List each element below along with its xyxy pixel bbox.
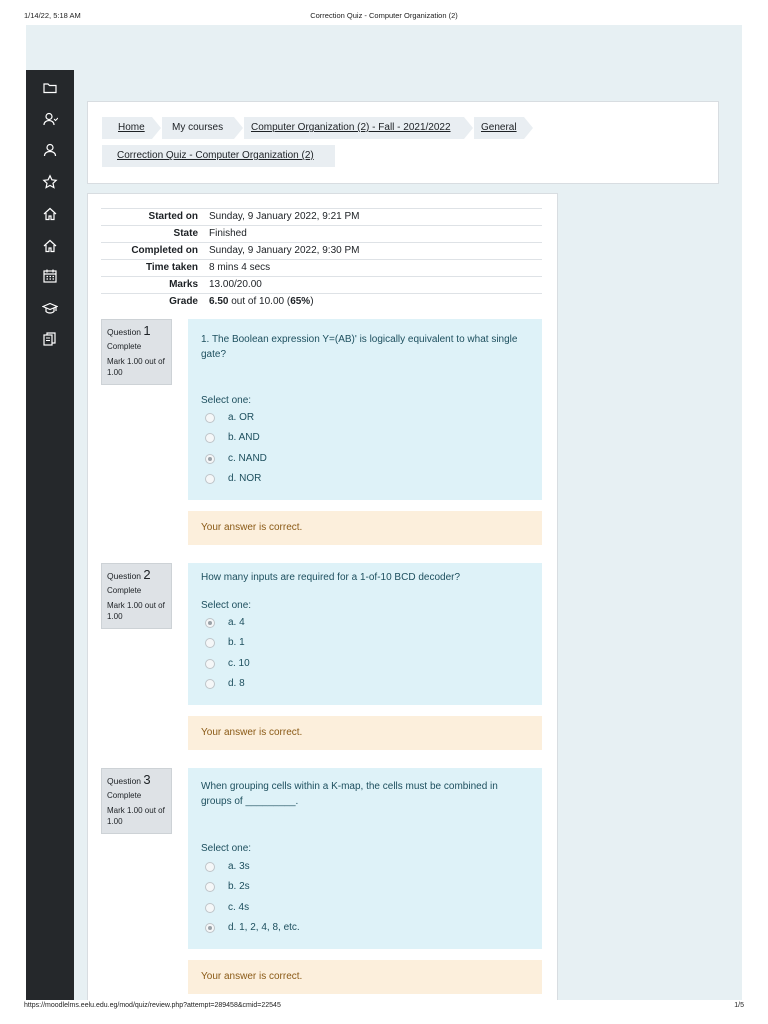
question-number: 1	[143, 323, 151, 338]
select-one-label: Select one:	[201, 600, 252, 611]
users-icon[interactable]	[42, 142, 58, 158]
radio-button[interactable]	[205, 882, 215, 892]
question-status: Complete	[107, 791, 142, 800]
summary-row-state: State Finished	[101, 225, 542, 242]
question-mark: Mark 1.00 out of 1.00	[107, 806, 165, 826]
question-number: 3	[143, 772, 151, 787]
question-text: 1. The Boolean expression Y=(AB)' is logically equivalent to what single gate?	[201, 334, 518, 360]
question-mark: Mark 1.00 out of 1.00	[107, 601, 165, 621]
select-one-label: Select one:	[201, 843, 252, 854]
grade-score: 6.50	[209, 296, 229, 307]
sidebar	[26, 70, 74, 1000]
question-text: How many inputs are required for a 1-of-10 BCD decoder?	[201, 572, 461, 583]
radio-button[interactable]	[205, 679, 215, 689]
radio-button[interactable]	[205, 659, 215, 669]
breadcrumb-quiz[interactable]: Correction Quiz - Computer Organization (2)	[102, 145, 335, 167]
folder-icon[interactable]	[42, 80, 58, 96]
radio-button[interactable]	[205, 903, 215, 913]
home-icon[interactable]	[42, 206, 58, 222]
radio-button[interactable]	[205, 474, 215, 484]
graduation-cap-icon[interactable]	[42, 300, 58, 316]
breadcrumb-my-courses[interactable]: My courses	[162, 117, 234, 139]
question-status: Complete	[107, 586, 142, 595]
files-icon[interactable]	[42, 331, 58, 347]
question-content: When grouping cells within a K-map, the cells must be combined in groups of _________. Select one: a. 3s b. 2s c. 4s d. 1, 2, 4, 8, etc.	[188, 768, 542, 949]
question-content: How many inputs are required for a 1-of-10 BCD decoder? Select one: a. 4 b. 1 c. 10 d. 8	[188, 563, 542, 705]
radio-button[interactable]	[205, 638, 215, 648]
radio-button[interactable]	[205, 862, 215, 872]
answer-feedback: Your answer is correct.	[188, 511, 542, 545]
breadcrumb-course[interactable]: Computer Organization (2) - Fall - 2021/2022	[244, 117, 464, 139]
print-header	[24, 11, 744, 23]
question-status: Complete	[107, 342, 142, 351]
page-canvas	[26, 25, 742, 1000]
radio-button-selected[interactable]	[205, 618, 215, 628]
answer-feedback: Your answer is correct.	[188, 716, 542, 750]
print-url: https://moodlelms.eelu.edu.eg/mod/quiz/review.php?attempt=289458&cmid=22545	[24, 1002, 281, 1009]
question-text: When grouping cells within a K-map, the cells must be combined in groups of _________.	[201, 781, 498, 807]
select-one-label: Select one:	[201, 395, 252, 406]
radio-button-selected[interactable]	[205, 454, 215, 464]
quiz-review	[87, 193, 558, 1000]
question-content: 1. The Boolean expression Y=(AB)' is logically equivalent to what single gate? Select one: a. OR b. AND c. NAND d. NOR	[188, 319, 542, 500]
attempt-summary	[101, 208, 542, 311]
summary-row-marks: Marks 13.00/20.00	[101, 276, 542, 293]
breadcrumb-home[interactable]: Home	[102, 117, 152, 139]
page-header	[87, 101, 719, 184]
question-info: Question 3 Complete Mark 1.00 out of 1.00	[101, 768, 172, 834]
user-icon[interactable]	[42, 111, 58, 127]
radio-button[interactable]	[205, 433, 215, 443]
grade-percent: 65%	[290, 296, 311, 307]
summary-row-started: Started on Sunday, 9 January 2022, 9:21 PM	[101, 208, 542, 225]
summary-row-completed: Completed on Sunday, 9 January 2022, 9:30 PM	[101, 242, 542, 259]
star-icon[interactable]	[42, 174, 58, 190]
calendar-icon[interactable]	[42, 268, 58, 284]
radio-button[interactable]	[205, 413, 215, 423]
summary-row-grade: Grade 6.50 out of 10.00 (65%)	[101, 293, 542, 311]
question-mark: Mark 1.00 out of 1.00	[107, 357, 165, 377]
print-title: Correction Quiz - Computer Organization (2)	[310, 11, 458, 20]
print-page-number: 1/5	[734, 1002, 744, 1009]
breadcrumb-general[interactable]: General	[474, 117, 524, 139]
radio-button-selected[interactable]	[205, 923, 215, 933]
print-datetime: 1/14/22, 5:18 AM	[24, 11, 81, 20]
question-info: Question 2 Complete Mark 1.00 out of 1.00	[101, 563, 172, 629]
question-number: 2	[143, 567, 151, 582]
home-icon[interactable]	[42, 238, 58, 254]
answer-feedback: Your answer is correct.	[188, 960, 542, 994]
question-info: Question 1 Complete Mark 1.00 out of 1.00	[101, 319, 172, 385]
summary-row-time: Time taken 8 mins 4 secs	[101, 259, 542, 276]
